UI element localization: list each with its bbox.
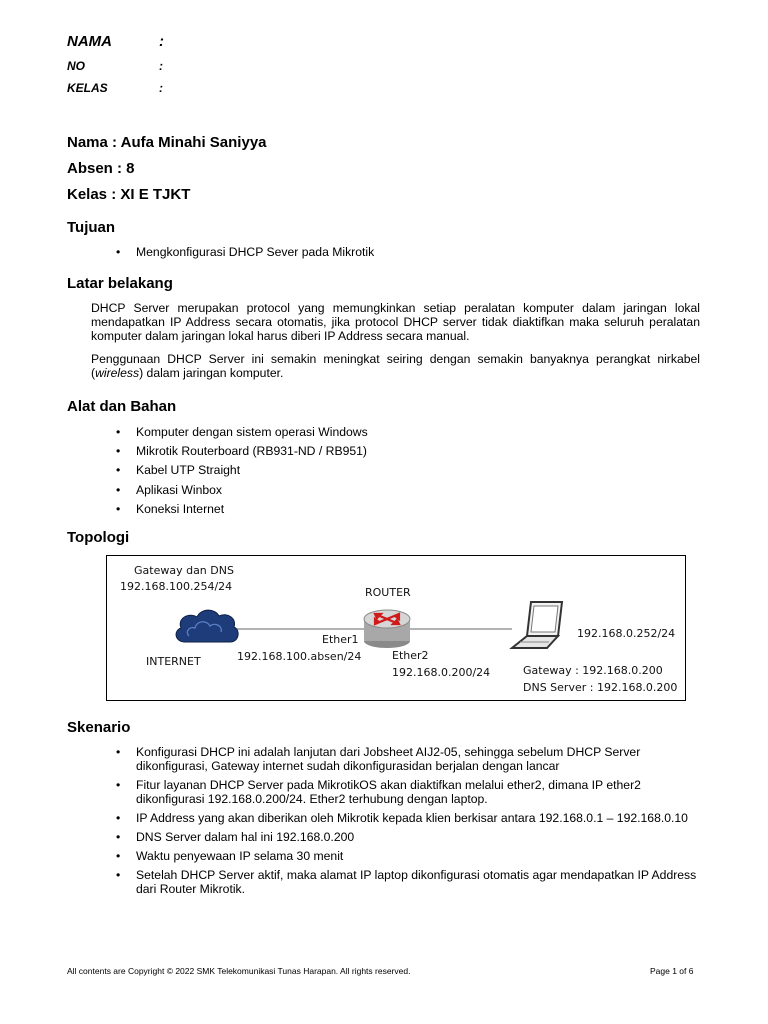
ether1-label: Ether1 <box>322 633 359 646</box>
router-label: ROUTER <box>365 586 411 599</box>
latar-paragraph-2 <box>91 352 700 380</box>
list-item: • IP Address yang akan diberikan oleh Mikrotik kepada klien berkisar antara 192.168.0.1 – 192.168.0.10 <box>67 811 707 825</box>
header-nama-row <box>67 33 164 50</box>
section-title-alat-bahan: Alat dan Bahan <box>67 398 177 415</box>
latar-p2-end: ) dalam jaringan komputer. <box>139 366 284 380</box>
list-item: • Mikrotik Routerboard (RB931-ND / RB951) <box>67 442 707 461</box>
list-item: • Aplikasi Winbox <box>67 481 707 500</box>
ether2-ip-label: 192.168.0.200/24 <box>392 666 491 679</box>
internet-label: INTERNET <box>146 655 201 668</box>
topology-diagram <box>106 555 686 701</box>
list-item: • Konfigurasi DHCP ini adalah lanjutan dari Jobsheet AIJ2-05, sehingga sebelum DHCP Server dikonfigurasi, Gateway internet sudah dikonfigurasidan berjalan dengan lancar <box>67 745 707 773</box>
student-nama: Nama : Aufa Minahi Saniyya <box>67 134 267 151</box>
student-absen: Absen : 8 <box>67 160 135 177</box>
section-title-topologi: Topologi <box>67 529 130 546</box>
header-nama-colon: : <box>159 33 164 50</box>
laptop-gateway-label: Gateway : 192.168.0.200 <box>523 664 663 677</box>
header-no-label: NO <box>67 59 85 73</box>
latar-paragraph-1: DHCP Server merupakan protocol yang memungkinkan setiap peralatan komputer dalam jaringan lokal mendapatkan IP Address secara otomatis, jika protocol DHCP server tidak diaktifkan maka seluruh peralatan komputer dalam jaringan lokal harus diberi IP Address secara manual. <box>91 301 700 343</box>
header-no-row <box>67 59 163 73</box>
section-title-tujuan: Tujuan <box>67 219 116 236</box>
alat-list <box>67 423 707 519</box>
header-nama-label: NAMA <box>67 33 112 50</box>
student-kelas: Kelas : XI E TJKT <box>67 186 191 203</box>
list-item: • Waktu penyewaan IP selama 30 menit <box>67 849 707 863</box>
footer-copyright: All contents are Copyright © 2022 SMK Telekomunikasi Tunas Harapan. All rights reserved. <box>67 966 411 976</box>
ether2-label: Ether2 <box>392 649 429 662</box>
tujuan-list <box>67 245 707 259</box>
footer-page-number: Page 1 of 6 <box>650 966 694 976</box>
header-kelas-row <box>67 81 163 95</box>
section-title-skenario: Skenario <box>67 719 131 736</box>
list-item: • Komputer dengan sistem operasi Windows <box>67 423 707 442</box>
internet-cloud-icon <box>176 610 238 642</box>
list-item: • DNS Server dalam hal ini 192.168.0.200 <box>67 830 707 844</box>
list-item: • Koneksi Internet <box>67 500 707 519</box>
skenario-list <box>67 745 707 901</box>
section-title-latar-belakang: Latar belakang <box>67 275 173 292</box>
laptop-icon <box>512 602 562 648</box>
header-kelas-label: KELAS <box>67 81 108 95</box>
latar-p2-italic: wireless <box>95 366 140 380</box>
list-item: • Mengkonfigurasi DHCP Sever pada Mikrotik <box>67 245 707 259</box>
header-no-colon: : <box>159 59 163 73</box>
header-kelas-colon: : <box>159 81 163 95</box>
list-item: • Setelah DHCP Server aktif, maka alamat IP laptop dikonfigurasi otomatis agar mendapatkan IP Address dari Router Mikrotik. <box>67 868 707 896</box>
gateway-title-label: Gateway dan DNS <box>134 564 234 577</box>
gateway-ip-label: 192.168.100.254/24 <box>120 580 233 593</box>
router-icon <box>364 610 410 648</box>
laptop-dns-label: DNS Server : 192.168.0.200 <box>523 681 678 694</box>
latar-p2-start: Penggunaan DHCP Server ini semakin meningkat seiring dengan semakin banyaknya perangkat nirkabel ( <box>91 352 700 380</box>
list-item: • Fitur layanan DHCP Server pada MikrotikOS akan diaktifkan melalui ether2, dimana IP ether2 dikonfigurasi 192.168.0.200/24. Ether2 terhubung dengan laptop. <box>67 778 707 806</box>
ether1-ip-label: 192.168.100.absen/24 <box>237 650 362 663</box>
laptop-ip-label: 192.168.0.252/24 <box>577 627 676 640</box>
list-item: • Kabel UTP Straight <box>67 461 707 480</box>
